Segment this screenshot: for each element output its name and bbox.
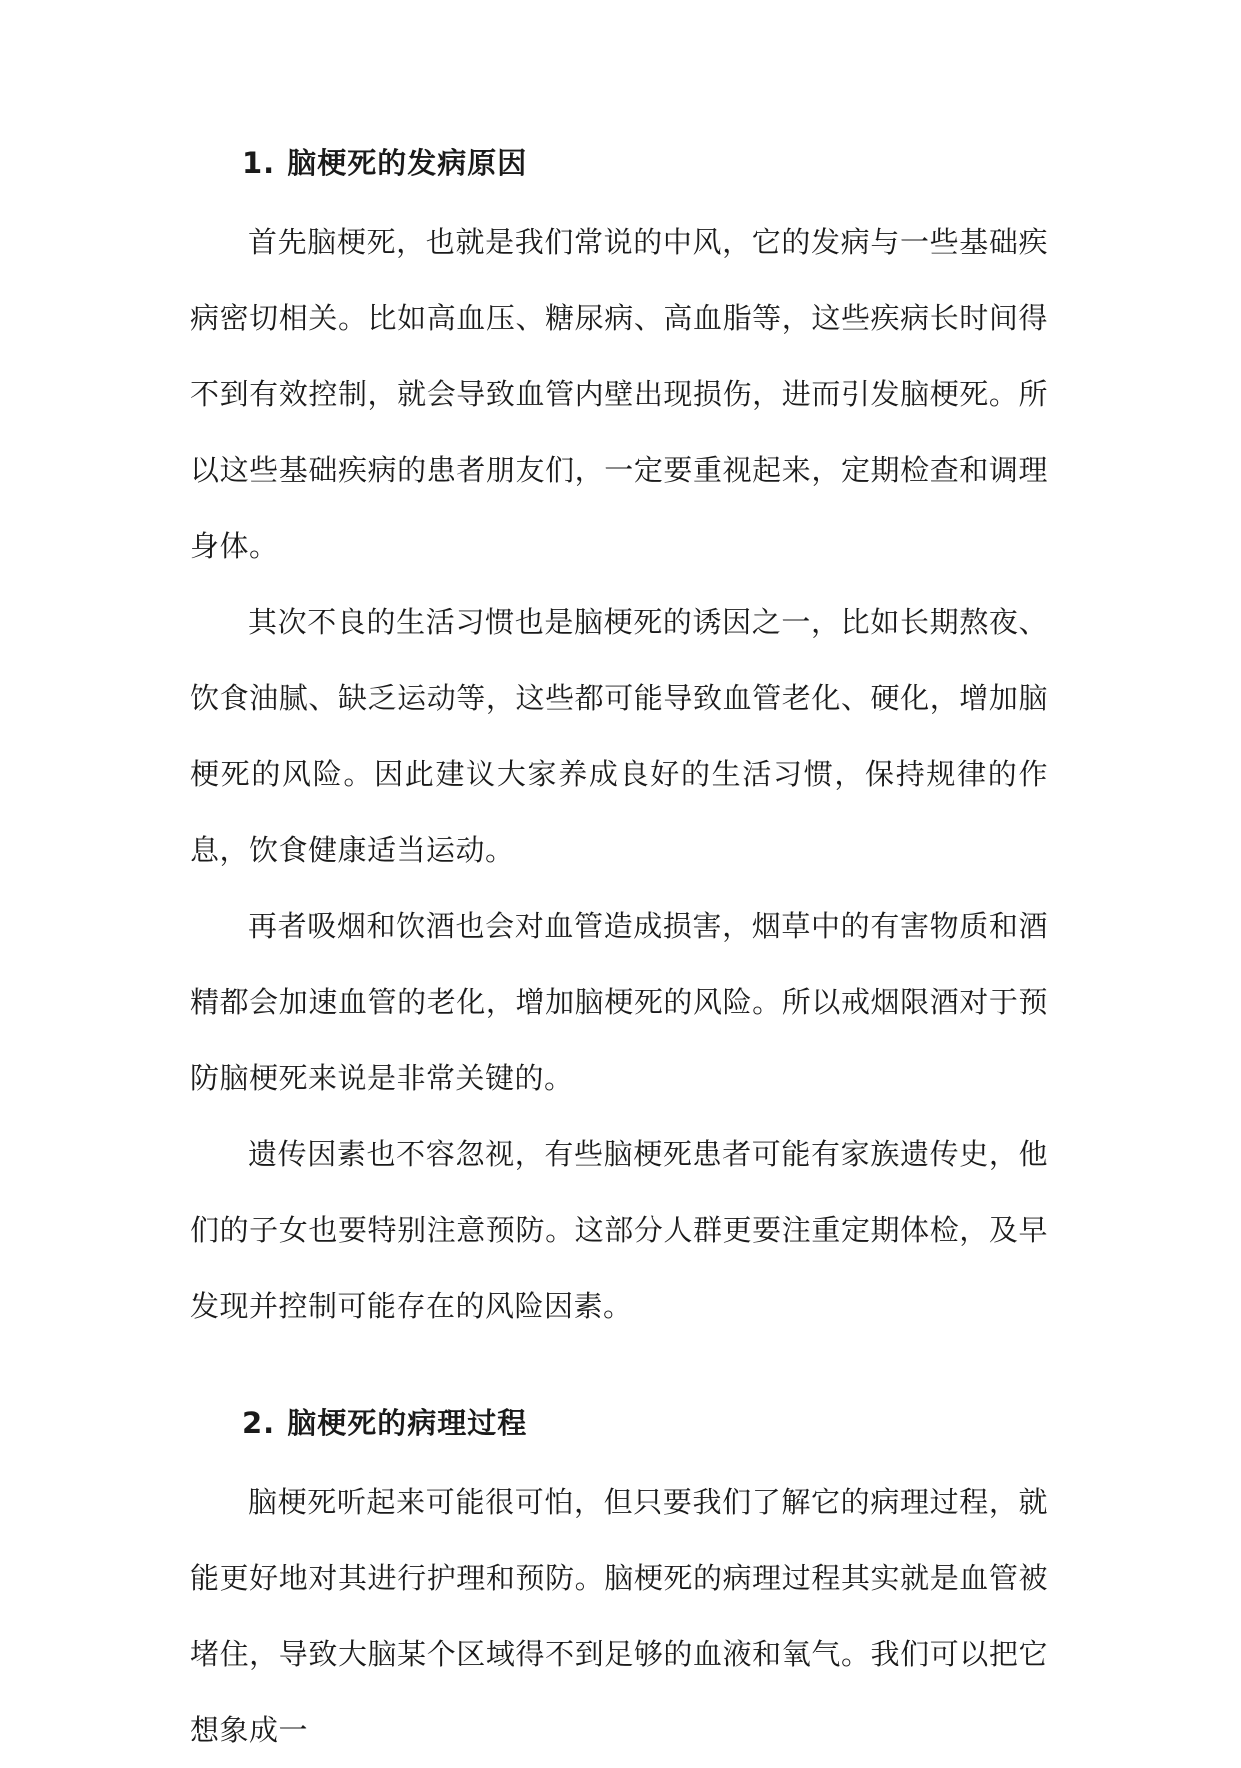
section-number-2: 2. xyxy=(242,1406,276,1440)
section-1-paragraph-1: 首先脑梗死，也就是我们常说的中风，它的发病与一些基础疾病密切相关。比如高血压、糖尿病、高血脂等，这些疾病长时间得不到有效控制，就会导致血管内壁出现损伤，进而引发脑梗死。所以这些基础疾病的患者朋友们，一定要重视起来，定期检查和调理身体。 xyxy=(190,225,1048,563)
document-body xyxy=(190,140,1048,1768)
section-1-paragraph-2: 其次不良的生活习惯也是脑梗死的诱因之一，比如长期熬夜、饮食油腻、缺乏运动等，这些都可能导致血管老化、硬化，增加脑梗死的风险。因此建议大家养成良好的生活习惯，保持规律的作息，饮食健康适当运动。 xyxy=(190,605,1048,867)
section-title-2: 脑梗死的病理过程 xyxy=(287,1406,528,1440)
section-number-1: 1. xyxy=(242,146,276,180)
section-2-paragraph-1: 脑梗死听起来可能很可怕，但只要我们了解它的病理过程，就能更好地对其进行护理和预防。脑梗死的病理过程其实就是血管被堵住，导致大脑某个区域得不到足够的血液和氧气。我们可以把它想象成一 xyxy=(190,1485,1048,1747)
section-heading-1 xyxy=(190,140,1048,186)
section-1-paragraph-4: 遗传因素也不容忽视，有些脑梗死患者可能有家族遗传史，他们的子女也要特别注意预防。这部分人群更要注重定期体检，及早发现并控制可能存在的风险因素。 xyxy=(190,1137,1048,1323)
section-title-1: 脑梗死的发病原因 xyxy=(287,146,528,180)
section-1-paragraph-3: 再者吸烟和饮酒也会对血管造成损害，烟草中的有害物质和酒精都会加速血管的老化，增加脑梗死的风险。所以戒烟限酒对于预防脑梗死来说是非常关键的。 xyxy=(190,909,1048,1095)
section-heading-2 xyxy=(190,1400,1048,1446)
